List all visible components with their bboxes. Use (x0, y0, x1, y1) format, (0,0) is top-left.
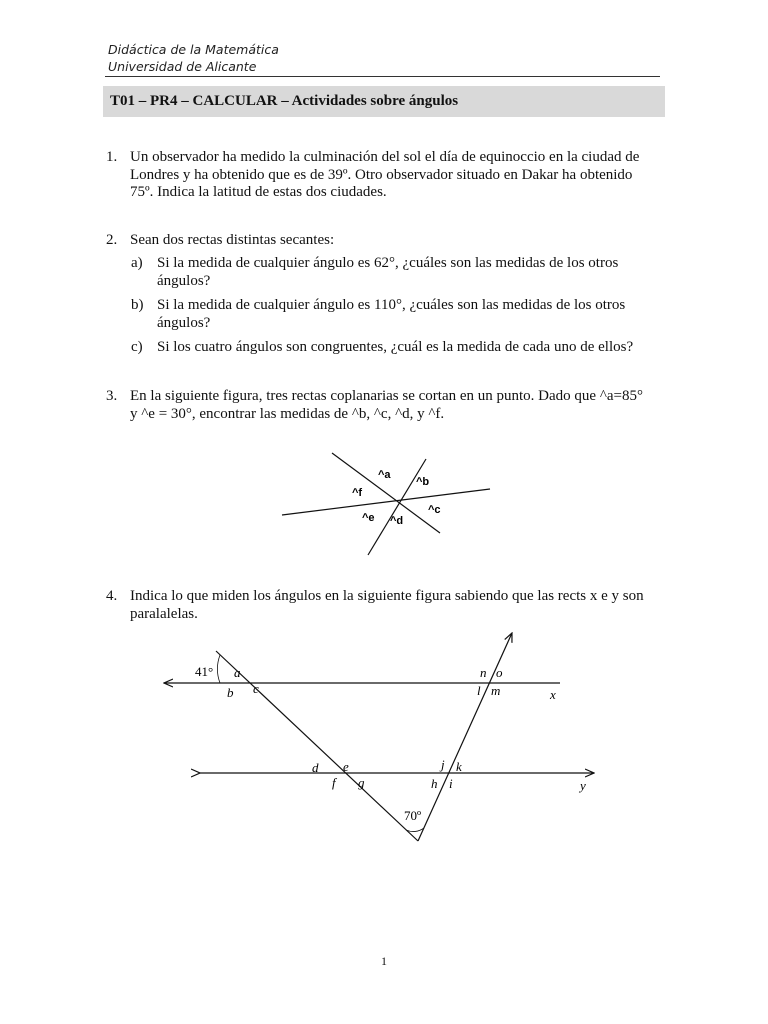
angle-label-m: m (491, 683, 501, 698)
question-3 (106, 388, 660, 424)
angle-label-o: o (496, 665, 503, 680)
angle-label-b: b (227, 685, 234, 700)
transversal-left (216, 651, 418, 841)
line-1 (332, 453, 440, 533)
line-y-label: y (580, 778, 586, 793)
item-label: a) (131, 255, 143, 271)
item-line: Si los cuatro ángulos son congruentes, ¿cuál es la medida de cada uno de ellos? (157, 339, 634, 355)
angle-label-a: a (234, 665, 241, 680)
angle-label-j: j (441, 757, 445, 772)
question-line: paralalelas. (130, 605, 198, 622)
angle-label-f: f (332, 775, 336, 790)
page-number: 1 (381, 954, 387, 968)
question-line: Londres y ha obtenido que es de 39º. Otro observador situado en Dakar ha obtenido (130, 166, 633, 183)
angle-arc-41 (217, 655, 220, 683)
question-line: Un observador ha medido la culminación del sol el día de equinoccio en la ciudad de (130, 149, 640, 165)
header-university: Universidad de Alicante (108, 59, 257, 74)
item-line: Si la medida de cualquier ángulo es 62°, ¿cuáles son las medidas de los otros (157, 255, 619, 271)
angle-label-i: i (449, 776, 453, 791)
angle-label-h: h (431, 776, 438, 791)
item-label: b) (131, 297, 144, 313)
question-line: Indica lo que miden los ángulos en la siguiente figura sabiendo que las rects x e y son (130, 588, 644, 604)
angle-value-70: 70º (404, 808, 422, 823)
angle-label-k: k (456, 759, 462, 774)
question-1 (106, 149, 660, 203)
document-header (108, 41, 660, 75)
question-number: 4. (106, 588, 118, 604)
angle-label-n: n (480, 665, 487, 680)
angle-label-a: ^a (378, 469, 391, 481)
angle-label-c: c (253, 681, 259, 696)
question-line: y ^e = 30°, encontrar las medidas de ^b, ^c, ^d, y ^f. (130, 405, 445, 422)
item-line: ángulos? (157, 314, 211, 331)
question-line: En la siguiente figura, tres rectas coplanarias se cortan en un punto. Dado que ^a=85° (130, 388, 643, 404)
question-number: 1. (106, 149, 118, 165)
parallel-lines-figure (150, 625, 610, 850)
line-2 (368, 459, 426, 555)
question-number: 3. (106, 388, 118, 404)
angle-label-d: ^d (390, 515, 404, 527)
item-line: Si la medida de cualquier ángulo es 110°, ¿cuáles son las medidas de los otros (157, 297, 626, 313)
title-banner (103, 86, 665, 117)
line-x-label: x (550, 687, 556, 702)
angle-label-f: ^f (352, 487, 363, 499)
angle-value-41: 41° (195, 664, 214, 679)
question-2-item-c (131, 339, 661, 357)
angle-label-l: l (477, 683, 481, 698)
question-line: 75º. Indica la latitud de estas dos ciudades. (130, 184, 387, 201)
angle-label-c: ^c (428, 504, 441, 516)
question-line: Sean dos rectas distintas secantes: (130, 232, 335, 248)
item-line: ángulos? (157, 272, 211, 289)
question-2-item-b (131, 297, 661, 333)
header-course: Didáctica de la Matemática (108, 42, 279, 57)
three-lines-figure (270, 445, 500, 560)
question-4 (106, 588, 660, 624)
page-title: T01 – PR4 – CALCULAR – Actividades sobre ángulos (110, 93, 459, 109)
angle-label-g: g (358, 775, 365, 790)
question-2-item-a (131, 255, 661, 291)
item-label: c) (131, 339, 143, 355)
angle-label-b: ^b (416, 476, 430, 488)
angle-label-e: e (343, 759, 349, 774)
question-number: 2. (106, 232, 118, 248)
angle-label-d: d (312, 760, 319, 775)
angle-label-e: ^e (362, 512, 375, 524)
question-2 (106, 232, 660, 252)
angle-arc-70 (406, 828, 424, 832)
header-divider (105, 76, 660, 77)
